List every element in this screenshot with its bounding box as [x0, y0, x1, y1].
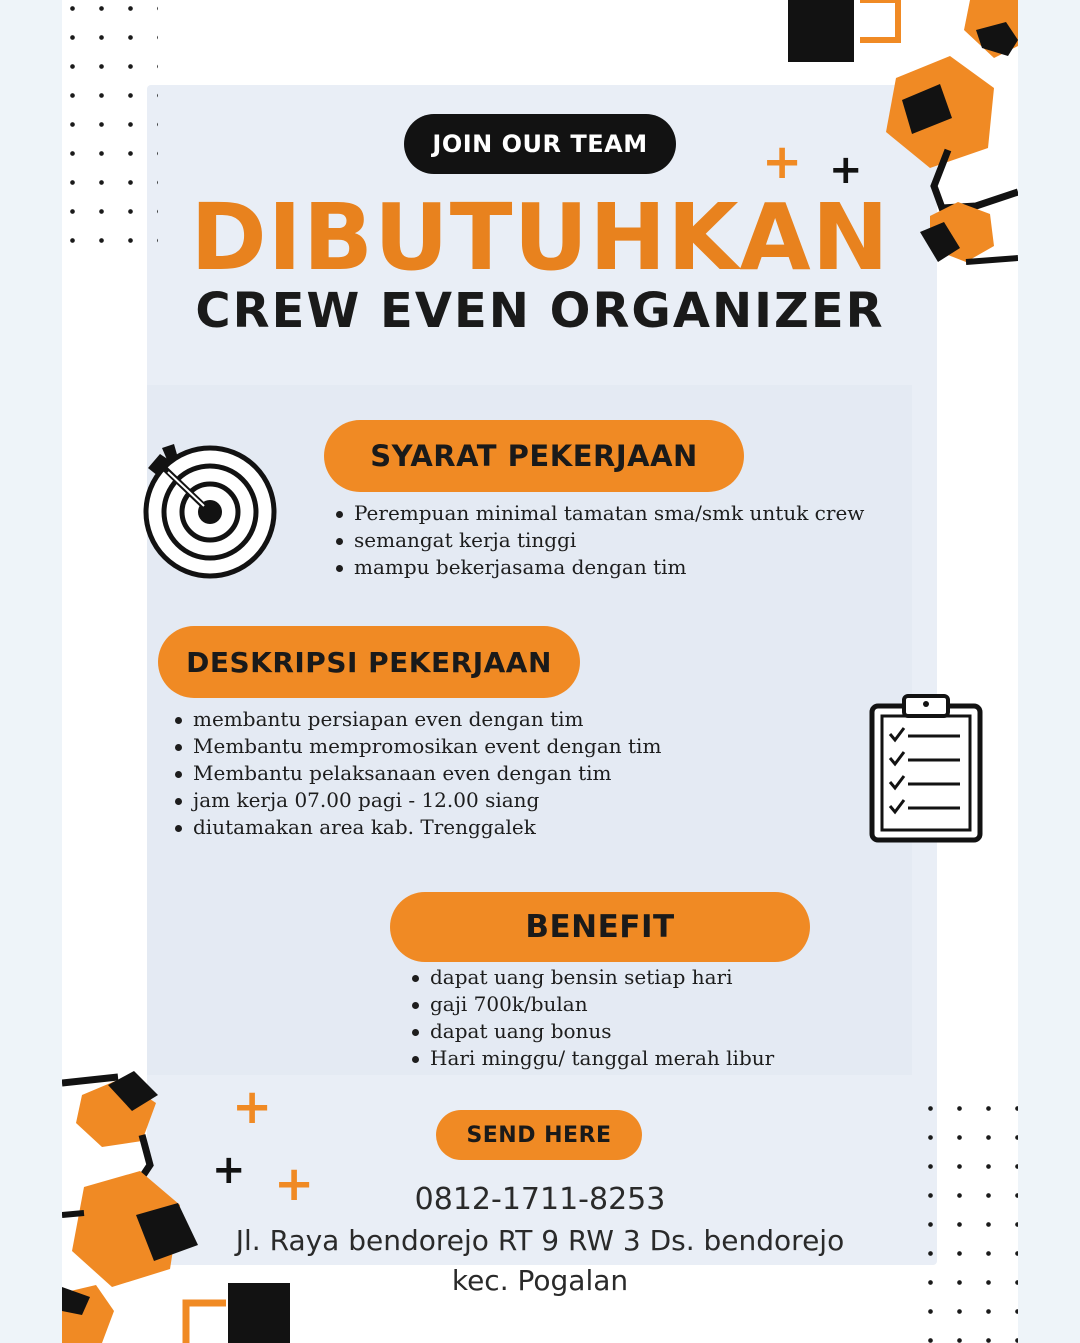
- contact-address-line1: Jl. Raya bendorejo RT 9 RW 3 Ds. bendorejo: [235, 1224, 845, 1257]
- target-icon: [138, 440, 280, 582]
- list-item: semangat kerja tinggi: [334, 527, 864, 554]
- headline-title: DIBUTUHKAN: [190, 184, 890, 291]
- poster: [62, 0, 1018, 1343]
- join-our-team-label: JOIN OUR TEAM: [432, 130, 648, 158]
- plus-orange-top: +: [762, 134, 803, 190]
- contact-phone: 0812-1711-8253: [414, 1182, 666, 1217]
- benefit-heading-label: BENEFIT: [525, 909, 675, 945]
- list-item: diutamakan area kab. Trenggalek: [173, 814, 661, 841]
- plus-orange-bottom-2: +: [274, 1156, 315, 1212]
- plus-black-top: +: [829, 147, 863, 193]
- dot-pattern-bottom-right: [916, 1094, 1018, 1343]
- requirements-heading: [324, 420, 744, 492]
- plus-black-bottom: +: [212, 1147, 246, 1193]
- list-item: Perempuan minimal tamatan sma/smk untuk crew: [334, 500, 864, 527]
- send-here-label: SEND HERE: [466, 1122, 612, 1148]
- list-item: dapat uang bonus: [410, 1018, 774, 1045]
- plus-orange-bottom-1: +: [232, 1079, 273, 1135]
- list-item: jam kerja 07.00 pagi - 12.00 siang: [173, 787, 661, 814]
- list-item: Membantu mempromosikan event dengan tim: [173, 733, 661, 760]
- contact-address-line2: kec. Pogalan: [451, 1264, 629, 1297]
- headline-subtitle: CREW EVEN ORGANIZER: [195, 283, 885, 339]
- clipboard-checklist-icon: [868, 692, 984, 844]
- send-here-button[interactable]: [436, 1110, 642, 1160]
- benefit-heading: [390, 892, 810, 962]
- join-our-team-badge: [404, 114, 676, 174]
- list-item: mampu bekerjasama dengan tim: [334, 554, 864, 581]
- list-item: Hari minggu/ tanggal merah libur: [410, 1045, 774, 1072]
- list-item: dapat uang bensin setiap hari: [410, 964, 774, 991]
- description-heading-label: DESKRIPSI PEKERJAAN: [186, 645, 552, 679]
- description-heading: [158, 626, 580, 698]
- requirements-heading-label: SYARAT PEKERJAAN: [370, 439, 698, 473]
- list-item: Membantu pelaksanaan even dengan tim: [173, 760, 661, 787]
- benefit-list: [410, 964, 774, 1072]
- list-item: gaji 700k/bulan: [410, 991, 774, 1018]
- description-list: [173, 706, 661, 841]
- list-item: membantu persiapan even dengan tim: [173, 706, 661, 733]
- requirements-list: [334, 500, 864, 581]
